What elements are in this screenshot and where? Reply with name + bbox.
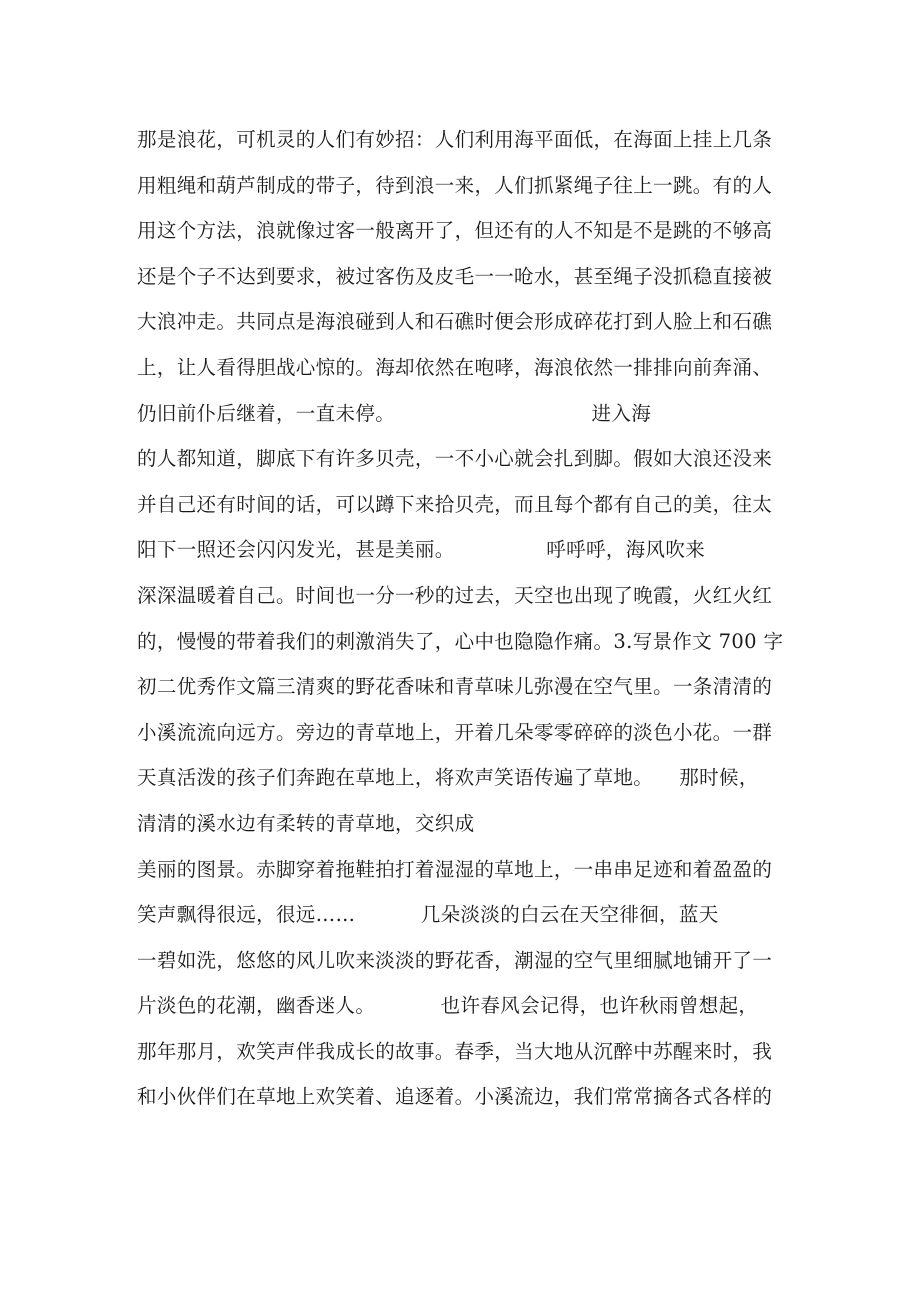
text-line: 用这个方法，浪就像过客一般离开了，但还有的人不知是不是跳的不够高 xyxy=(137,219,773,243)
text-line: 那是浪花，可机灵的人们有妙招：人们利用海平面低，在海面上挂上几条 xyxy=(137,128,773,151)
text-line: 大浪冲走。共同点是海浪碰到人和石礁时便会形成碎花打到人脸上和石礁 xyxy=(137,310,773,334)
text-line: 初二优秀作文篇三清爽的野花香味和青草味儿弥漫在空气里。一条清清的 xyxy=(137,675,773,699)
essay-body xyxy=(137,117,797,1120)
text-line: 还是个子不达到要求，被过客伤及皮毛一一呛水，甚至绳子没抓稳直接被 xyxy=(137,264,773,288)
text-line: 上，让人看得胆战心惊的。海却依然在咆哮，海浪依然一排排向前奔涌、 xyxy=(137,355,773,379)
text-line: 仍旧前仆后继着，一直未停。 进入海 xyxy=(137,401,652,425)
text-line: 清清的溪水边有柔转的青草地，交织成 xyxy=(137,811,475,835)
text-line: 小溪流流向远方。旁边的青草地上，开着几朵零零碎碎的淡色小花。一群 xyxy=(137,720,773,744)
text-line: 片淡色的花潮，幽香迷人。 也许春风会记得，也许秋雨曾想起， xyxy=(137,994,759,1018)
text-line: 深深温暖着自己。时间也一分一秒的过去，天空也出现了晚霞，火红火红 xyxy=(137,583,773,607)
text-line: 那年那月，欢笑声伴我成长的故事。春季，当大地从沉醉中苏醒来时，我 xyxy=(137,1039,773,1063)
text-line: 用粗绳和葫芦制成的带子，待到浪一来，人们抓紧绳子往上一跳。有的人 xyxy=(137,173,773,197)
text-line: 笑声飘得很远，很远…… 几朵淡淡的白云在天空徘徊，蓝天 xyxy=(137,903,719,927)
text-line: 和小伙伴们在草地上欢笑着、追逐着。小溪流边，我们常常摘各式各样的 xyxy=(137,1085,773,1109)
text-line: 美丽的图景。赤脚穿着拖鞋拍打着湿湿的草地上，一串串足迹和着盈盈的 xyxy=(137,857,773,881)
text-line: 的人都知道，脚底下有许多贝壳，一不小心就会扎到脚。假如大浪还没来 xyxy=(137,447,773,471)
text-line: 一碧如洗，悠悠的风儿吹来淡淡的野花香，潮湿的空气里细腻地铺开了一 xyxy=(137,948,773,972)
text-line: 并自己还有时间的话，可以蹲下来拾贝壳，而且每个都有自己的美，往太 xyxy=(137,492,773,516)
text-line: 天真活泼的孩子们奔跑在草地上，将欢声笑语传遍了草地。 那时候， xyxy=(137,766,759,790)
text-line: 阳下一照还会闪闪发光，甚是美丽。 呼呼呼，海风吹来 xyxy=(137,538,706,562)
text-line: 的，慢慢的带着我们的刺激消失了，心中也隐隐作痛。3.写景作文 700 字 xyxy=(137,629,784,653)
